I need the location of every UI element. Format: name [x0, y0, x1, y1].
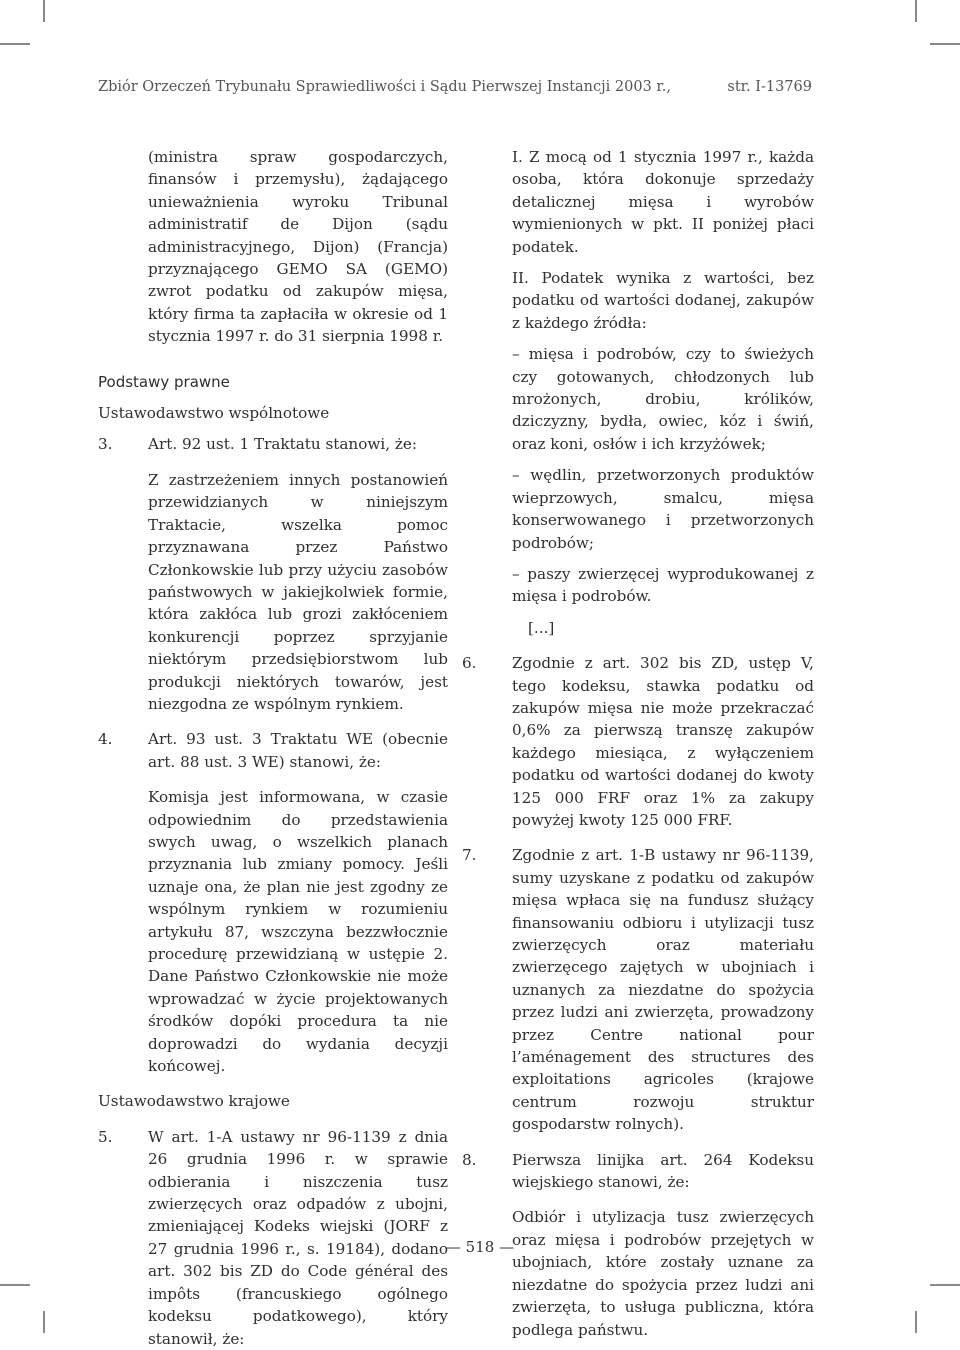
subheading-community-law: Ustawodawstwo wspólnotowe: [98, 404, 330, 423]
left-column: [98, 146, 448, 1350]
tax-clause-i: I. Z mocą od 1 stycznia 1997 r., każda osoba, która dokonuje sprzedaży detalicznej mięsa i wyrobów wymienionych w pkt. II poniżej płaci podatek.: [512, 148, 814, 256]
paragraph-4: [98, 728, 448, 773]
paragraph-8: [462, 1149, 814, 1194]
paragraph-number: 6.: [462, 654, 477, 673]
paragraph-text: Art. 92 ust. 1 Traktatu stanowi, że:: [148, 435, 417, 454]
crop-mark-top-right: [915, 0, 917, 22]
paragraph-number: 4.: [98, 730, 113, 749]
crop-mark-left-upper: [0, 43, 30, 45]
quote-article-264: Odbiór i utylizacja tusz zwierzęcych oraz mięsa i podrobów przejętych w ubojniach, które zostały uznane za niezdatne do spożycia przez ludzi ani zwierzęta, to usługa publiczna, która podlega państwu.: [512, 1208, 814, 1339]
paragraph-text: Zgodnie z art. 302 bis ZD, ustęp V, tego kodeksu, stawka podatku od zakupów mięsa nie może przekraczać 0,6% za pierwszą transzę zakupów każdego miesiąca, z wyłączeniem podatku od wartości dodanej do kwoty 125 000 FRF oraz 1% za zakupy powyżej kwoty 125 000 FRF.: [512, 654, 814, 829]
list-item-cured-meats: – wędlin, przetworzonych produktów wieprzowych, smalcu, mięsa konserwowanego i przetworzonych podrobów;: [512, 466, 814, 552]
paragraph-number: 7.: [462, 846, 477, 865]
paragraph-number: 5.: [98, 1127, 113, 1146]
crop-mark-left-lower: [0, 1284, 30, 1286]
paragraph-text: Pierwsza linijka art. 264 Kodeksu wiejskiego stanowi, że:: [512, 1150, 814, 1192]
list-item-meat: – mięsa i podrobów, czy to świeżych czy gotowanych, chłodzonych lub mrożonych, drobiu, królików, dziczyzny, bydła, owiec, kóz i świń, oraz koni, osłów i ich krzyżówek;: [512, 345, 814, 453]
header-title: Zbiór Orzeczeń Trybunału Sprawiedliwości i Sądu Pierwszej Instancji 2003 r.,: [98, 79, 671, 95]
header-page-ref: str. I-13769: [727, 79, 812, 95]
paragraph-6: [462, 652, 814, 831]
crop-mark-right-upper: [930, 43, 960, 45]
quote-article-93: Komisja jest informowana, w czasie odpowiednim do przedstawienia swych uwag, o wszelkich planach przyznania lub zmiany pomocy. Jeśli uznaje ona, że plan nie jest zgodny ze wspólnym rynkiem w rozumieniu artykułu 87, wszczyna bezzwłocznie procedurę przewidzianą w ustępie 2. Dane Państwo Członkowskie nie może wprowadzać w życie projektowanych środków dopóki procedura ta nie doprowadzi do wydania decyzji końcowej.: [148, 788, 448, 1076]
intro-paragraph: (ministra spraw gospodarczych, finansów i przemysłu), żądającego unieważnienia wyroku Tribunal administratif de Dijon (sądu administracyjnego, Dijon) (Francja) przyznającego GEMO SA (GEMO) zwrot podatku od zakupów mięsa, który firma ta zapłaciła w okresie od 1 stycznia 1997 r. do 31 sierpnia 1998 r.: [148, 148, 448, 346]
page-number: — 518 —: [445, 1238, 515, 1256]
paragraph-text: Zgodnie z art. 1-B ustawy nr 96-1139, sumy uzyskane z podatku od zakupów mięsa wpłaca się na fundusz służący finansowaniu odbioru i utylizacji tusz zwierzęcych oraz materiału zwierzęcego zajętych w ubojniach i uznanych za niezdatne do spożycia przez ludzi ani zwierzęta, prowadzony przez Centre national pour l’aménagement des structures des exploitations agricoles (krajowe centrum rozwoju struktur gospodarstw rolnych).: [512, 846, 814, 1134]
paragraph-number: 8.: [462, 1150, 477, 1169]
paragraph-text: Art. 93 ust. 3 Traktatu WE (obecnie art. 88 ust. 3 WE) stanowi, że:: [148, 730, 448, 771]
running-header: [98, 79, 812, 101]
paragraph-text: W art. 1-A ustawy nr 96-1139 z dnia 26 grudnia 1996 r. w sprawie odbierania i niszczenia tusz zwierzęcych oraz odpadów z ubojni, zmieniającej Kodeks wiejski (JORF z 27 grudnia 1996 r., s. 19184), dodano art. 302 bis ZD do Code général des impôts (francuskiego ogólnego kodeksu podatkowego), który stanowił, że:: [148, 1127, 448, 1348]
section-heading: Podstawy prawne: [98, 372, 230, 391]
paragraph-3: [98, 433, 448, 455]
paragraph-number: 3.: [98, 435, 113, 454]
crop-mark-top-left: [43, 0, 45, 22]
tax-clause-ii: II. Podatek wynika z wartości, bez podatku od wartości dodanej, zakupów z każdego źródła:: [512, 269, 814, 332]
list-item-animal-feed: – paszy zwierzęcej wyprodukowanej z mięsa i podrobów.: [512, 564, 814, 606]
crop-mark-right-lower: [930, 1284, 960, 1286]
subheading-national-law: Ustawodawstwo krajowe: [98, 1092, 290, 1111]
ellipsis: [...]: [528, 618, 555, 637]
crop-mark-bottom-right: [915, 1311, 917, 1333]
quote-article-92: Z zastrzeżeniem innych postanowień przewidzianych w niniejszym Traktacie, wszelka pomoc przyznawana przez Państwo Członkowskie lub przy użyciu zasobów państwowych w jakiejkolwiek formie, która zakłóca lub grozi zakłóceniem konkurencji poprzez sprzyjanie niektórym przedsiębiorstwom lub produkcji niektórych towarów, jest niezgodna ze wspólnym rynkiem.: [148, 470, 448, 713]
crop-mark-bottom-left: [43, 1311, 45, 1333]
paragraph-7: [462, 844, 814, 1135]
